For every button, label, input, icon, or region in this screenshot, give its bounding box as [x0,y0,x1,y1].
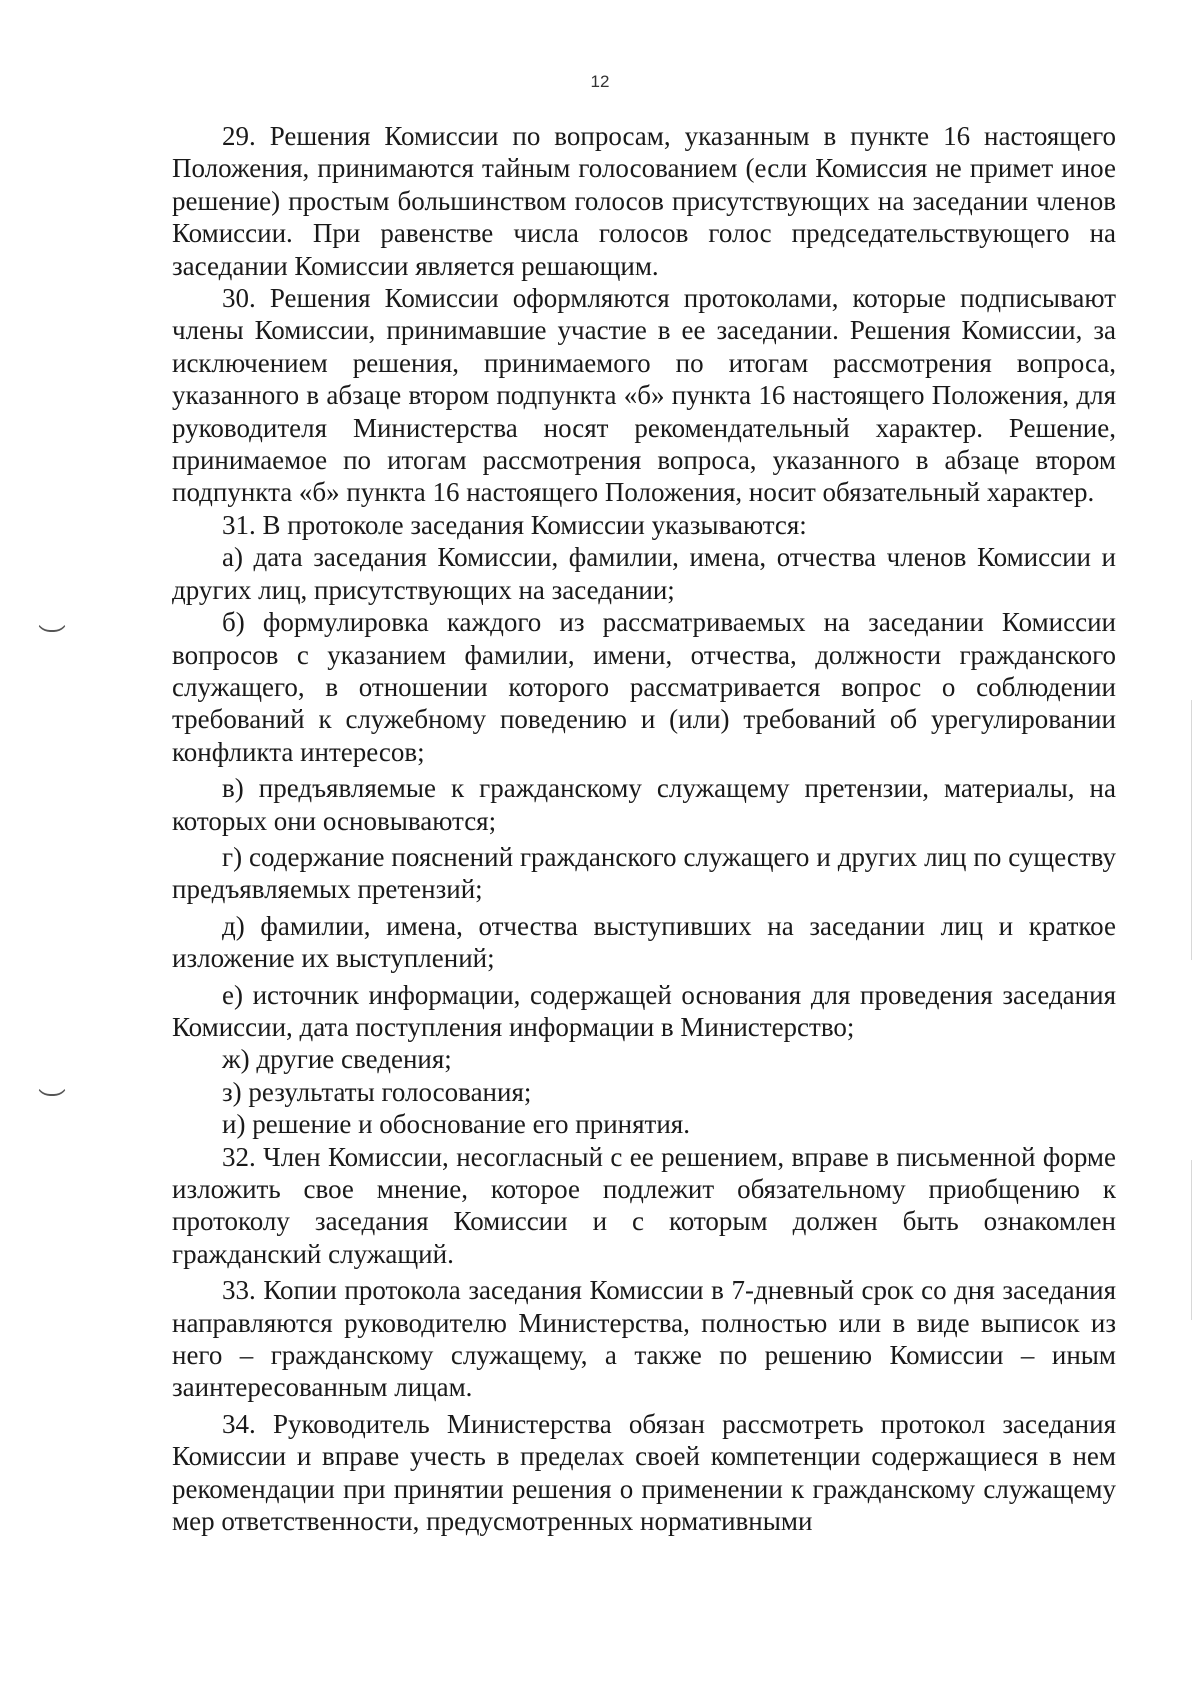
paragraph-32: 32. Член Комиссии, несогласный с ее решением, вправе в письменной форме изложить свое мнение, которое подлежит обязательному приобщению к протоколу заседания Комиссии и с которым должен быть ознакомлен гражданский служащий. [172,1141,1116,1269]
list-item-g: г) содержание пояснений гражданского служащего и других лиц по существу предъявляемых претензий; [172,841,1116,905]
paragraph-34: 34. Руководитель Министерства обязан рассмотреть протокол заседания Комиссии и вправе учесть в пределах своей компетенции содержащиеся в нем рекомендации при принятии решения о применении к гражданскому служащему мер ответственности, предусмотренных нормативными [172,1408,1116,1537]
list-item-i: и) решение и обоснование его принятия. [222,1109,690,1140]
scan-edge-line [1191,1160,1192,1320]
paragraph-31: 31. В протоколе заседания Комиссии указываются: [222,509,807,540]
paragraph-30: 30. Решения Комиссии оформляются протоколами, которые подписывают члены Комиссии, принимавшие участие в ее заседании. Решения Комиссии, за исключением решения, принимаемого по итогам рассмотрения вопроса, указанного в абзаце втором подпункта «б» пункта 16 настоящего Положения, для руководителя Министерства носят рекомендательный характер. Решение, принимаемое по итогам рассмотрения вопроса, указанного в абзаце втором подпункта «б» пункта 16 настоящего Положения, носит обязательный характер. [172,283,1116,508]
list-item-d: д) фамилии, имена, отчества выступивших на заседании лиц и краткое изложение их выступлений; [172,910,1116,974]
scan-edge-line [1191,700,1192,960]
list-item-zh: ж) другие сведения; [222,1044,452,1075]
page-number: 12 [590,72,610,91]
list-item-a: а) дата заседания Комиссии, фамилии, имена, отчества членов Комиссии и других лиц, присутствующих на заседании; [172,542,1116,605]
list-item-v: в) предъявляемые к гражданскому служащему претензии, материалы, на которых они основываются; [172,773,1116,836]
scan-artifact-mark [36,1082,68,1096]
list-item-b: б) формулировка каждого из рассматриваемых на заседании Комиссии вопросов с указанием фамилии, имени, отчества, должности гражданского служащего, в отношении которого рассматривается вопрос о соблюдении требований к служебному поведению и (или) требований об урегулировании конфликта интересов; [172,607,1116,767]
list-item-e: е) источник информации, содержащей основания для проведения заседания Комиссии, дата поступления информации в Министерство; [172,979,1116,1042]
scan-artifact-mark [36,618,68,632]
paragraph-29: 29. Решения Комиссии по вопросам, указанным в пункте 16 настоящего Положения, принимаются тайным голосованием (если Комиссия не примет иное решение) простым большинством голосов присутствующих на заседании членов Комиссии. При равенстве числа голосов голос председательствующего на заседании Комиссии является решающим. [172,121,1116,281]
paragraph-33: 33. Копии протокола заседания Комиссии в 7-дневный срок со дня заседания направляются руководителю Министерства, полностью или в виде выписок из него – гражданскому служащему, а также по решению Комиссии – иным заинтересованным лицам. [172,1275,1116,1403]
document-body [172,120,1116,1537]
list-item-z: з) результаты голосования; [222,1076,532,1107]
